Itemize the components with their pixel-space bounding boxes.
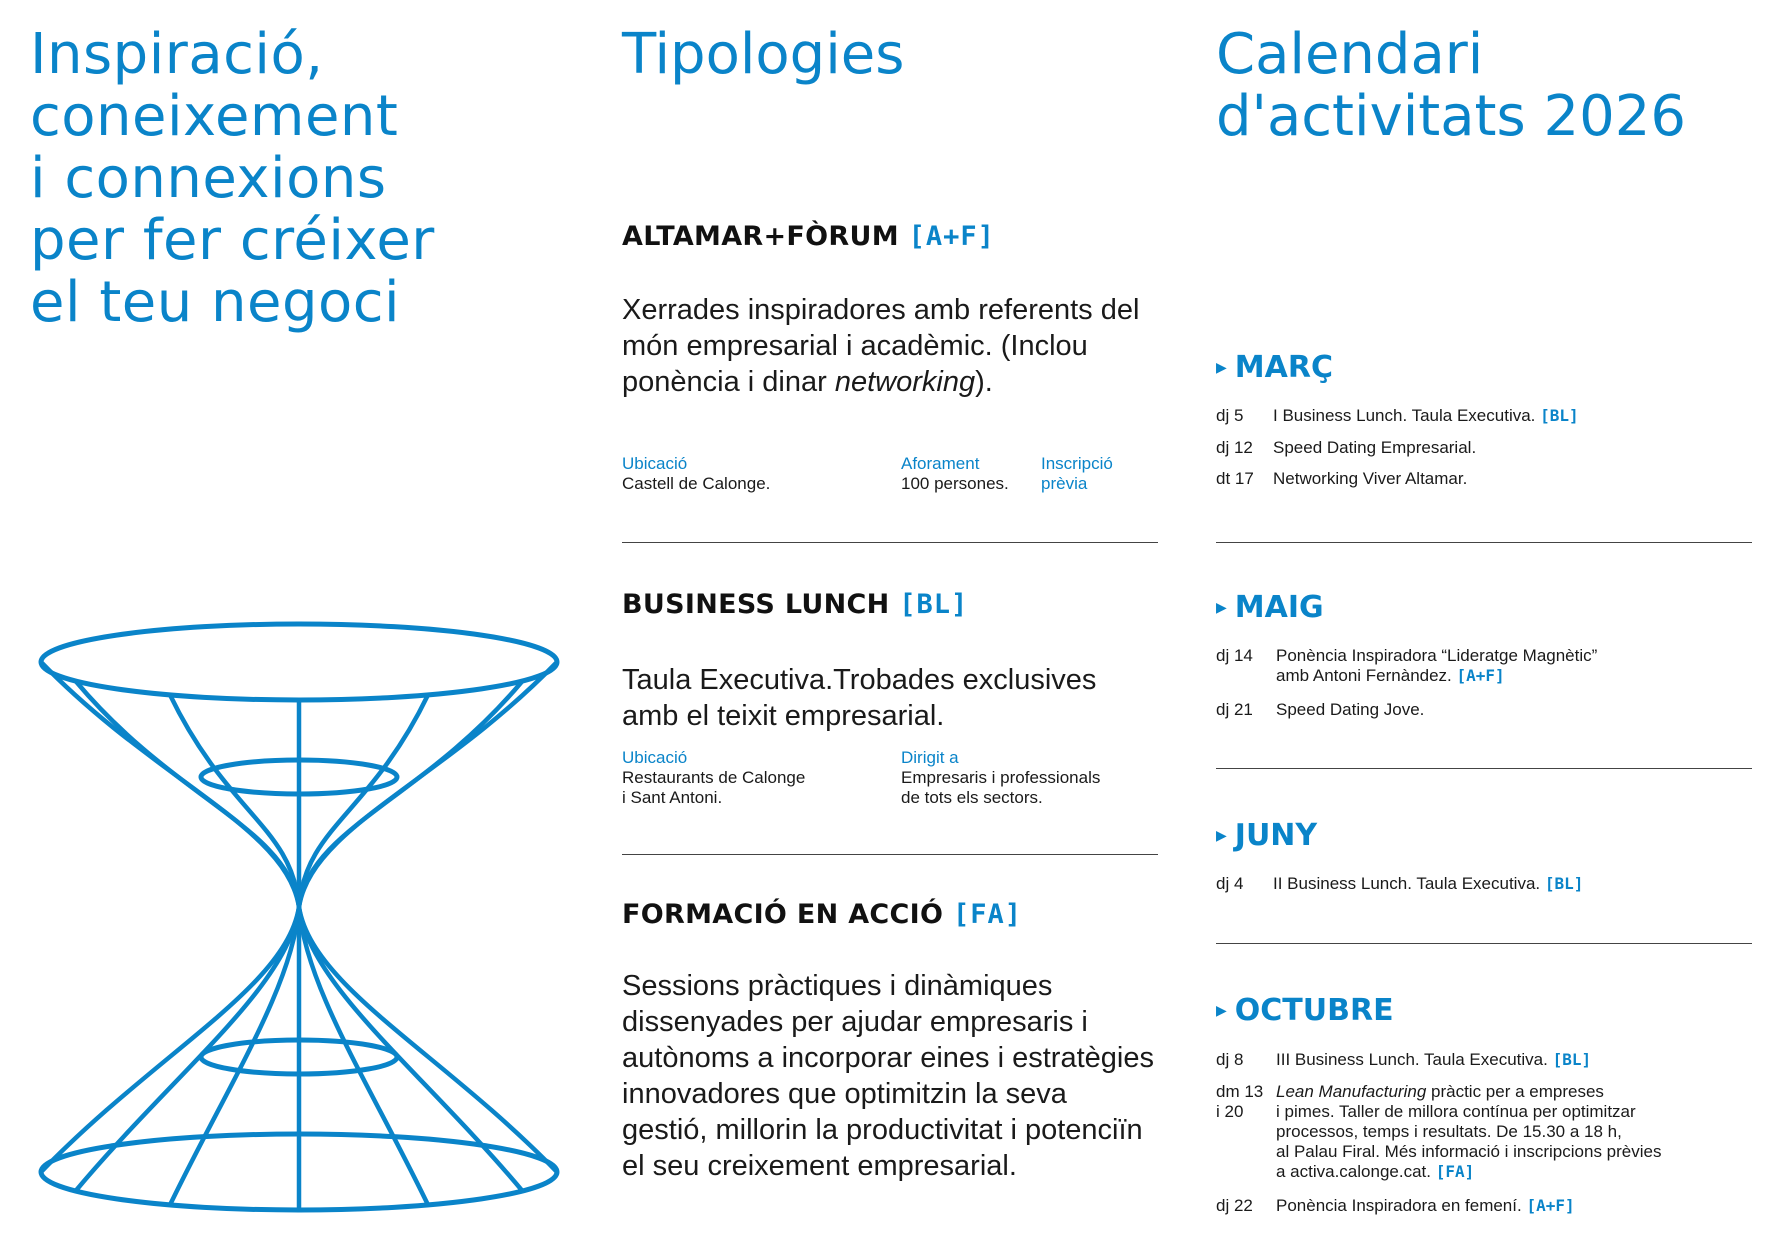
meta-label: Inscripció [1041, 454, 1113, 473]
event-text [1276, 1082, 1716, 1182]
event-text-content: II Business Lunch. Taula Executiva. [1273, 874, 1541, 893]
event-text-line: a activa.calonge.cat. [1276, 1162, 1431, 1181]
hourglass-top-ring [41, 624, 557, 700]
hero-line: Inspiració, [30, 22, 324, 87]
event-text-content: III Business Lunch. Taula Executiva. [1276, 1050, 1548, 1069]
event-text-line: pràctic per a empreses [1426, 1082, 1604, 1101]
calendar-heading-line: Calendari [1216, 22, 1484, 87]
event-text-line: i pimes. Taller de millora contínua per optimitzar [1276, 1102, 1636, 1121]
hero-line: el teu negoci [30, 270, 401, 335]
event-code: [FA] [1435, 1162, 1475, 1181]
hourglass-line [299, 695, 428, 907]
type-description: Taula Executiva.Trobades exclusives amb el teixit empresarial. [622, 664, 1097, 732]
month-name: JUNY [1234, 818, 1318, 853]
type-formacio-accio [622, 898, 1158, 1184]
type-description [622, 292, 1158, 400]
hourglass-line [170, 695, 299, 907]
meta-value: Empresaris i professionals [901, 768, 1101, 787]
event-text [1273, 406, 1713, 426]
meta-value: de tots els sectors. [901, 788, 1043, 807]
month-name: OCTUBRE [1234, 993, 1394, 1028]
type-altamar-forum [622, 220, 1158, 400]
event-date: dj 12 [1216, 438, 1253, 457]
month-title [1216, 590, 1752, 626]
meta-label: prèvia [1041, 474, 1088, 493]
event-text-content: I Business Lunch. Taula Executiva. [1273, 406, 1536, 425]
event-code: [A+F] [1526, 1196, 1575, 1215]
type-title-text: BUSINESS LUNCH [622, 589, 890, 620]
event-date: dj 4 [1216, 874, 1244, 893]
event-date: dj 8 [1216, 1050, 1244, 1069]
event-text: Speed Dating Empresarial. [1273, 438, 1477, 457]
meta-location [622, 748, 805, 808]
tipologies-heading: Tipologies [622, 22, 905, 87]
event-code: [BL] [1540, 406, 1579, 425]
month-name: MAIG [1234, 590, 1324, 625]
divider [622, 542, 1158, 543]
event-text-line: Ponència Inspiradora “Lideratge Magnètic” [1276, 646, 1598, 665]
hero-line: i connexions [30, 146, 387, 211]
divider [1216, 943, 1752, 944]
event-text [1273, 874, 1713, 894]
meta-value: Castell de Calonge. [622, 474, 771, 493]
month-title [1216, 818, 1752, 854]
month-name: MARÇ [1234, 350, 1333, 385]
event-code: [BL] [1544, 874, 1584, 893]
hero-line: per fer créixer [30, 208, 435, 273]
event-text-content: Ponència Inspiradora en femení. [1276, 1196, 1522, 1215]
divider [1216, 768, 1752, 769]
triangle-right-icon: ▶ [1216, 1003, 1227, 1019]
event-code: [A+F] [1456, 666, 1505, 685]
event-date-line: i 20 [1216, 1102, 1244, 1121]
meta-value: Restaurants de Calonge [622, 768, 806, 787]
type-description-text: Xerrades inspiradores amb referents del món empresarial i acadèmic. (Inclou ponència i dinar [622, 294, 1140, 398]
event-text-line: amb Antoni Fernàndez. [1276, 666, 1452, 685]
type-description-end: ). [975, 366, 993, 398]
meta-audience [901, 748, 1100, 808]
type-description: Sessions pràctiques i dinàmiques dissenyades per ajudar empresaris i autònoms a incorporar eines i estratègies innovadores que optimitzin la seva gestió, millorin la productivitat i potenciïn el seu creixement empresarial. [622, 970, 1154, 1182]
meta-registration [1041, 454, 1113, 494]
hero-title [30, 24, 570, 334]
month-marc [1216, 350, 1752, 386]
triangle-right-icon: ▶ [1216, 828, 1227, 844]
meta-label: Ubicació [622, 748, 688, 767]
month-title [1216, 350, 1752, 386]
event-date: dt 17 [1216, 469, 1254, 488]
type-business-lunch [622, 588, 1158, 734]
calendar-heading [1216, 24, 1686, 148]
event-date: dj 22 [1216, 1196, 1253, 1215]
event-text [1276, 646, 1716, 686]
hero-line: coneixement [30, 84, 399, 149]
type-title-text: ALTAMAR+FÒRUM [622, 221, 899, 252]
type-code: [A+F] [908, 221, 995, 252]
meta-capacity [901, 454, 1009, 494]
event-date: dj 21 [1216, 700, 1253, 719]
event-date [1216, 1082, 1276, 1122]
divider [1216, 542, 1752, 543]
type-code: [FA] [952, 899, 1022, 930]
event-date: dj 14 [1216, 646, 1253, 665]
month-title [1216, 993, 1752, 1029]
meta-label: Aforament [901, 454, 980, 473]
type-title [622, 220, 1158, 254]
event-text-line: processos, temps i resultats. De 15.30 a 18 h, [1276, 1122, 1622, 1141]
triangle-right-icon: ▶ [1216, 360, 1227, 376]
type-code: [BL] [899, 589, 969, 620]
hourglass-wireframe-graphic [26, 612, 572, 1222]
type-title-text: FORMACIÓ EN ACCIÓ [622, 899, 944, 930]
event-text [1276, 1050, 1716, 1070]
type-title [622, 898, 1158, 932]
divider [622, 854, 1158, 855]
type-title [622, 588, 1158, 622]
event-text [1276, 1196, 1716, 1216]
event-text-line: al Palau Firal. Més informació i inscripcions prèvies [1276, 1142, 1662, 1161]
meta-label: Dirigit a [901, 748, 959, 767]
type-description-italic: networking [834, 366, 976, 398]
event-date-line: dm 13 [1216, 1082, 1264, 1101]
month-juny [1216, 818, 1752, 854]
event-text-italic: Lean Manufacturing [1276, 1082, 1427, 1101]
meta-value: 100 persones. [901, 474, 1009, 493]
month-octubre [1216, 993, 1752, 1029]
event-text: Speed Dating Jove. [1276, 700, 1425, 719]
meta-value: i Sant Antoni. [622, 788, 723, 807]
event-text: Networking Viver Altamar. [1273, 469, 1468, 488]
meta-location [622, 454, 770, 494]
calendar-heading-line: d'activitats 2026 [1216, 84, 1686, 149]
event-code: [BL] [1552, 1050, 1592, 1069]
month-maig [1216, 590, 1752, 626]
meta-label: Ubicació [622, 454, 688, 473]
event-date: dj 5 [1216, 406, 1244, 425]
triangle-right-icon: ▶ [1216, 600, 1227, 616]
